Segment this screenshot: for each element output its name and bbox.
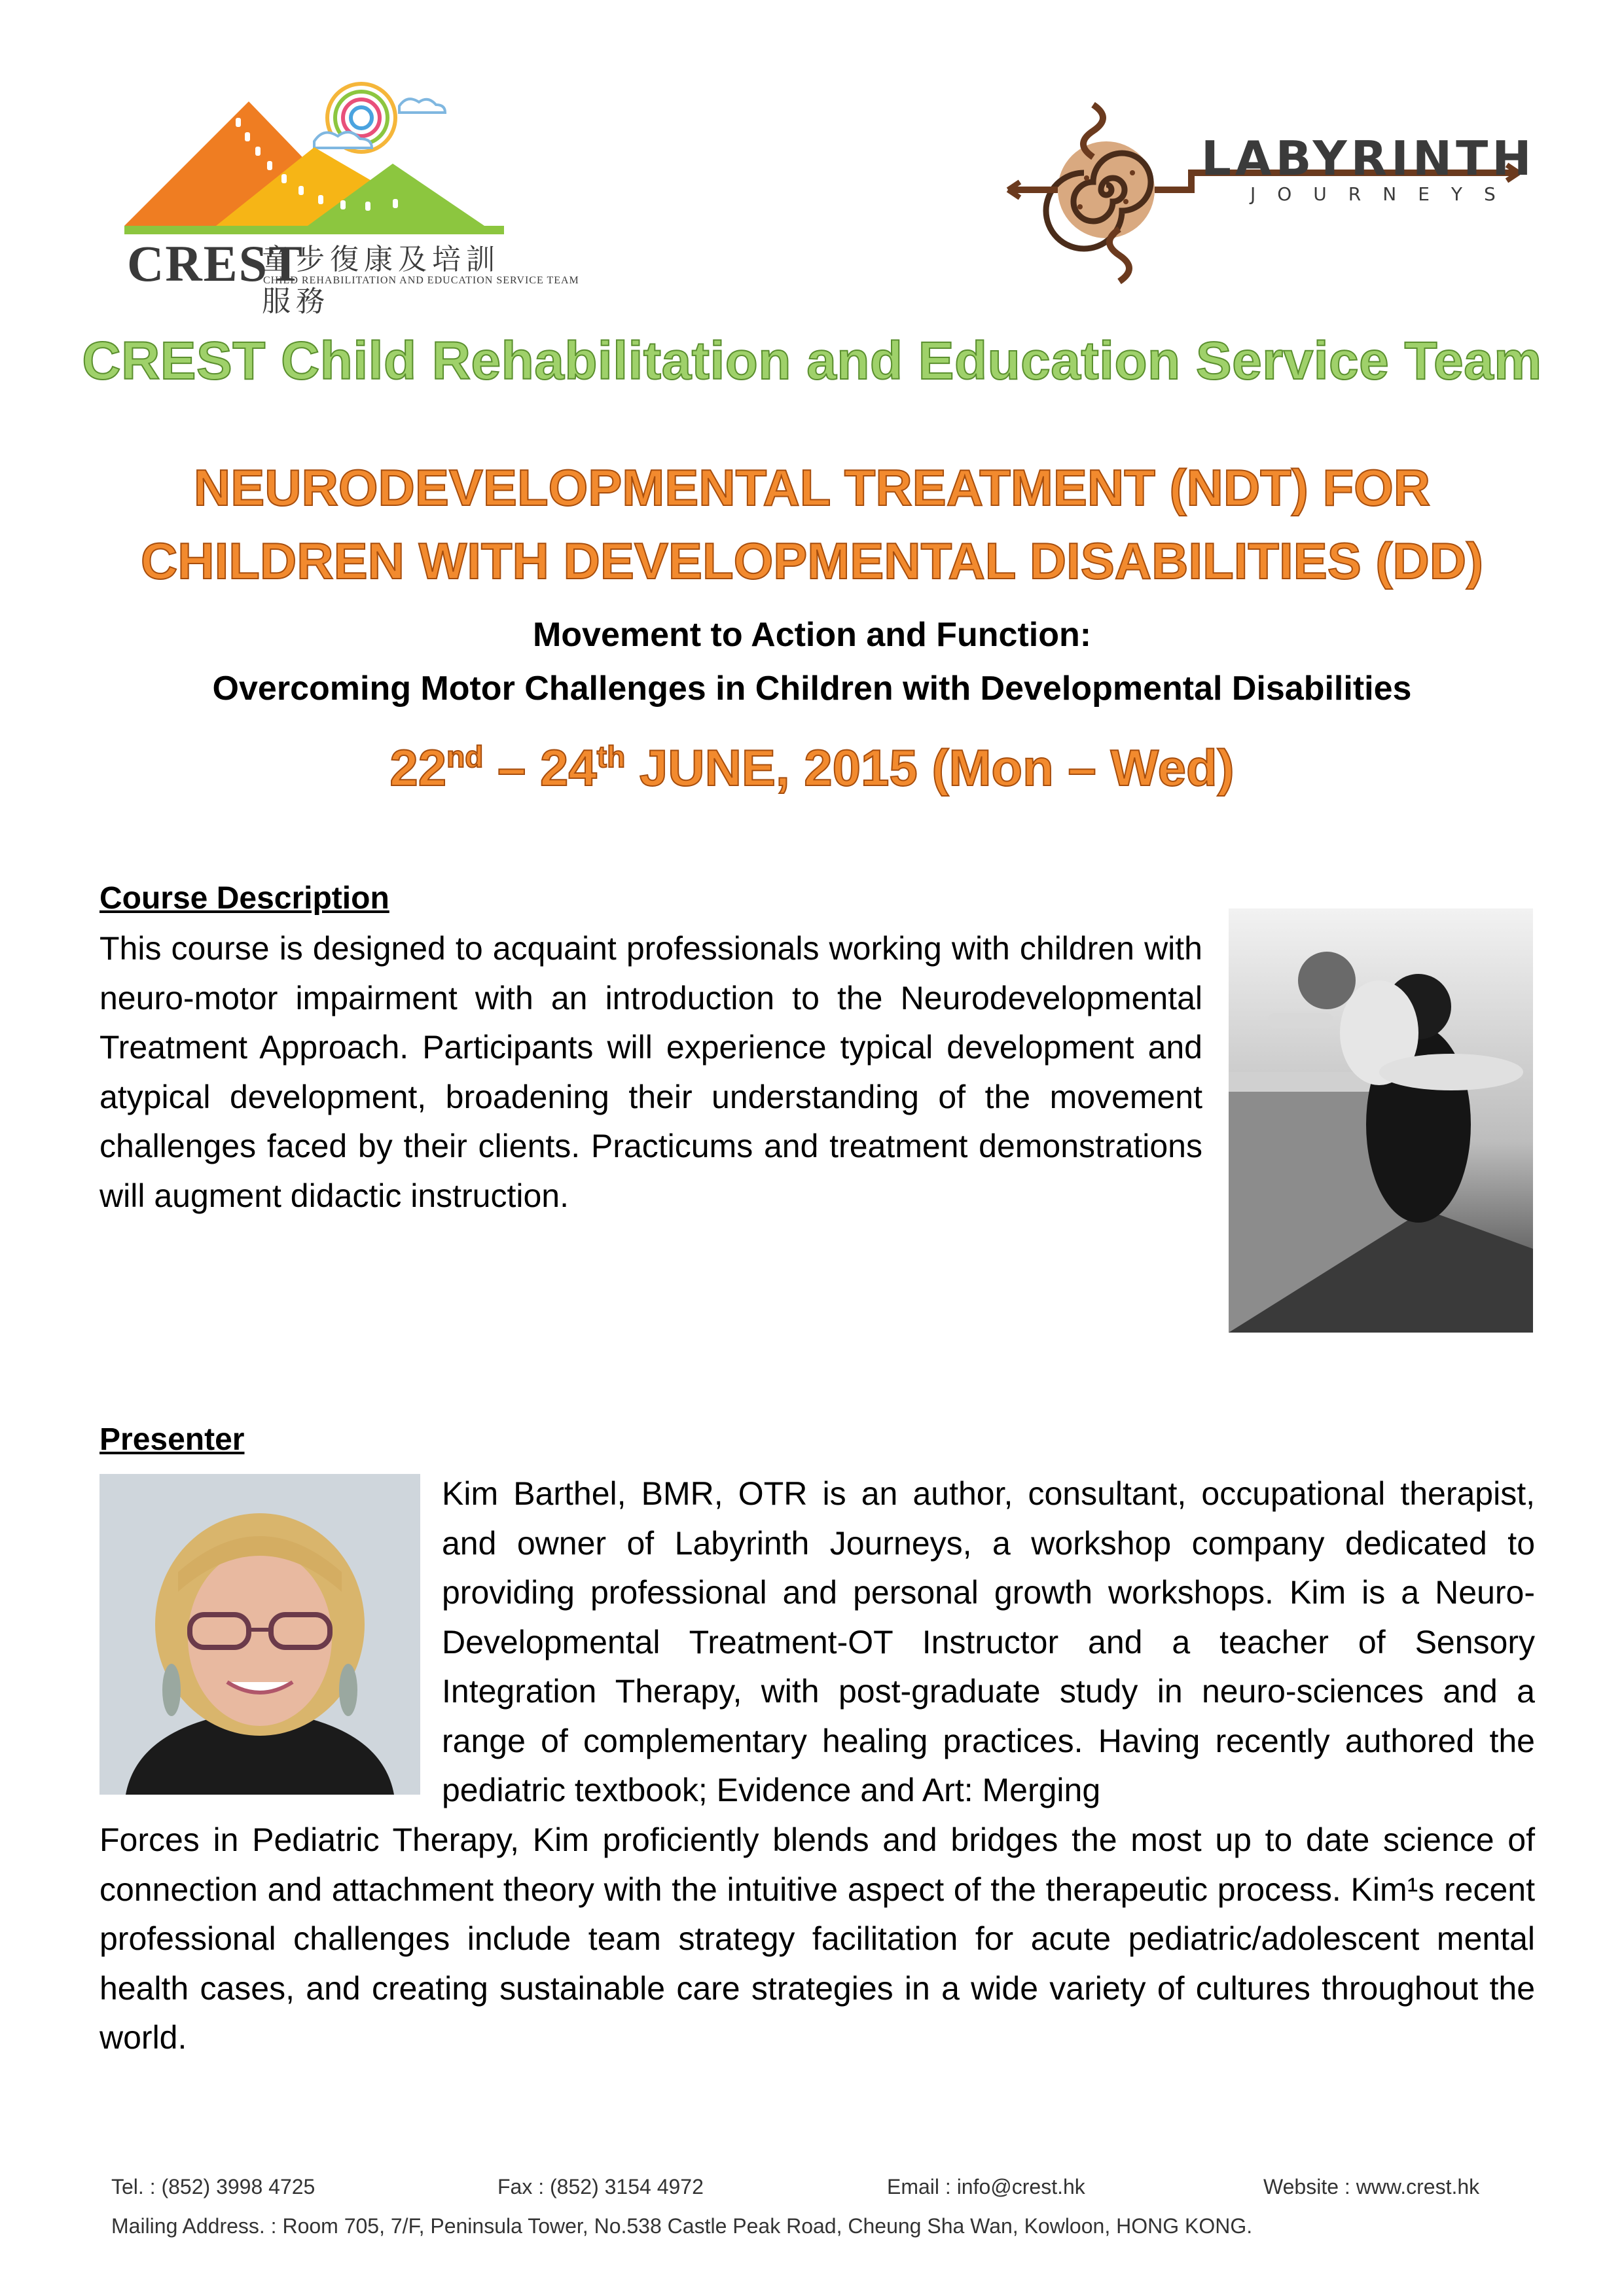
- footer-mailing-address: Mailing Address. : Room 705, 7/F, Peninsula Tower, No.538 Castle Peak Road, Cheung Sha Wan, Kowloon, HONG KONG.: [111, 2214, 1253, 2238]
- crest-mountains-graphic: [118, 79, 511, 236]
- labyrinth-subtitle: JOURNEYS: [1250, 183, 1517, 205]
- footer-fax: Fax : (852) 3154 4972: [497, 2175, 704, 2198]
- footer-email[interactable]: Email : info@crest.hk: [887, 2175, 1085, 2198]
- organization-title: CREST Child Rehabilitation and Education Service Team: [82, 331, 1542, 391]
- date-start-day: 22: [389, 739, 447, 797]
- crest-logo-subtitle: CHILD REHABILITATION AND EDUCATION SERVICE TEAM: [263, 275, 579, 286]
- date-separator: –: [483, 739, 541, 797]
- crest-wordmark: CREST: [127, 235, 304, 292]
- crest-chinese-name: 童步復康及培訓服務: [262, 243, 500, 318]
- presenter-bio-part-1: Kim Barthel, BMR, OTR is an author, consultant, occupational therapist, and owner of Labyrinth Journeys, a workshop company dedicated to providing professional and personal growth workshops. Kim is a Neuro-Developmental Treatment-OT Instructor and a teacher of Sensory Integration Therapy, with post-graduate study in neuro-sciences and a range of complementary healing practices. Having recently authored the pediatric textbook; Evidence and Art: Merging: [442, 1475, 1535, 1808]
- labyrinth-logo: [995, 92, 1536, 301]
- date-start-suffix: nd: [446, 740, 484, 774]
- subtitle-line-1: Movement to Action and Function:: [532, 616, 1092, 654]
- footer-telephone: Tel. : (852) 3998 4725: [111, 2175, 316, 2198]
- presenter-bio-part-2: Forces in Pediatric Therapy, Kim proficiently blends and bridges the most up to date science of connection and attachment theory with the intuitive aspect of the therapeutic process. Kim¹s recent professional challenges include team strategy facilitation for acute pediatric/adolescent mental health cases, and creating sustainable care strategies in a wide variety of cultures throughout the world.: [99, 1821, 1535, 2056]
- presenter-heading: Presenter: [99, 1422, 245, 1457]
- course-dates: [0, 738, 1624, 798]
- date-end-suffix: th: [596, 740, 626, 774]
- course-description-text: This course is designed to acquaint professionals working with children with neuro-motor impairment with an introduction to the Neurodevelopmental Treatment Approach. Participants will experience typical development and atypical development, broadening their understanding of the movement challenges faced by their clients. Practicums and treatment demonstrations will augment didactic instruction.: [99, 930, 1202, 1214]
- date-end-day: 24: [540, 739, 597, 797]
- course-title-line-1: NEURODEVELOPMENTAL TREATMENT (NDT) FOR: [193, 459, 1431, 516]
- date-rest: JUNE, 2015 (Mon – Wed): [625, 739, 1235, 797]
- presenter-portrait-photo: [99, 1474, 420, 1795]
- child-therapy-photo: [1229, 908, 1533, 1333]
- subtitle-line-2: Overcoming Motor Challenges in Children with Developmental Disabilities: [212, 670, 1412, 708]
- course-description-heading: Course Description: [99, 881, 389, 916]
- course-title-line-2: CHILDREN WITH DEVELOPMENTAL DISABILITIES (DD): [140, 532, 1484, 590]
- labyrinth-wordmark: LABYRINTH: [1201, 131, 1536, 186]
- crest-logo: [118, 79, 579, 318]
- footer-website[interactable]: Website : www.crest.hk: [1263, 2175, 1480, 2198]
